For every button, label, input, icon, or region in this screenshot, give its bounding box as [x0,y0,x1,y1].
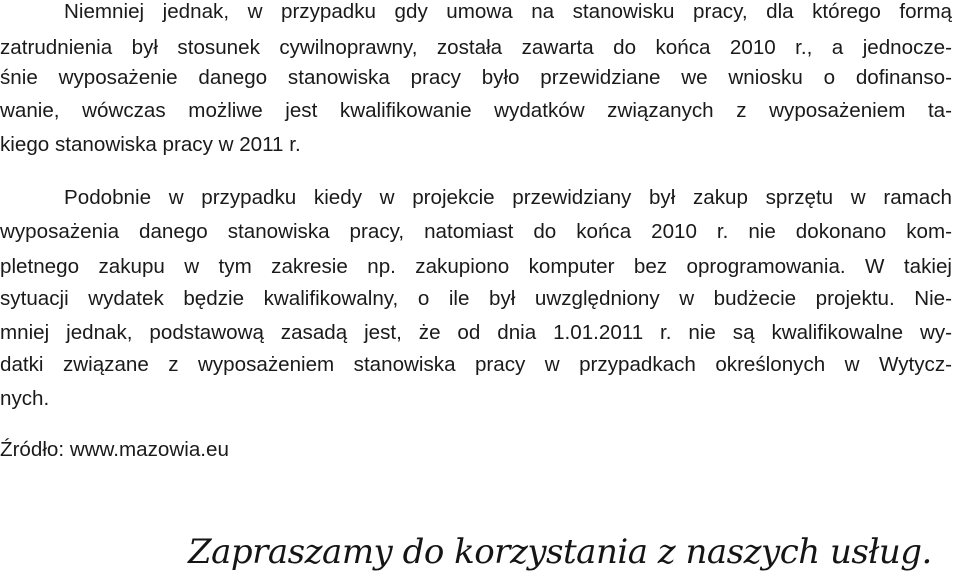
text-line: kiego stanowiska pracy w 2011 r. [0,133,301,156]
source-note: Źródło: www.mazowia.eu [0,438,229,461]
text-line: wanie, wówczas możliwe jest kwalifikowanie wydatków związanych z wyposażeniem ta- [0,99,952,122]
text-line: datki związane z wyposażeniem stanowiska pracy w przypadkach określonych w Wytycz- [0,353,952,376]
text-line: sytuacji wydatek będzie kwalifikowalny, o ile był uwzględniony w budżecie projektu. Nie- [0,287,952,310]
text-line: Niemniej jednak, w przypadku gdy umowa na stanowisku pracy, dla którego formą [64,0,952,23]
text-line: mniej jednak, podstawową zasadą jest, że od dnia 1.01.2011 r. nie są kwalifikowalne wy- [0,321,952,344]
closing-slogan: Zapraszamy do korzystania z naszych usług. [188,532,932,572]
text-line: pletnego zakupu w tym zakresie np. zakupiono komputer bez oprogramowania. W takiej [0,255,952,278]
text-line: wyposażenia danego stanowiska pracy, natomiast do końca 2010 r. nie dokonano kom- [0,220,952,243]
text-line: zatrudnienia był stosunek cywilnoprawny, została zawarta do końca 2010 r., a jednocze- [0,36,952,59]
text-line: nych. [0,387,50,410]
text-line: Podobnie w przypadku kiedy w projekcie przewidziany był zakup sprzętu w ramach [64,186,952,209]
text-line: śnie wyposażenie danego stanowiska pracy było przewidziane we wniosku o dofinanso- [0,66,952,89]
